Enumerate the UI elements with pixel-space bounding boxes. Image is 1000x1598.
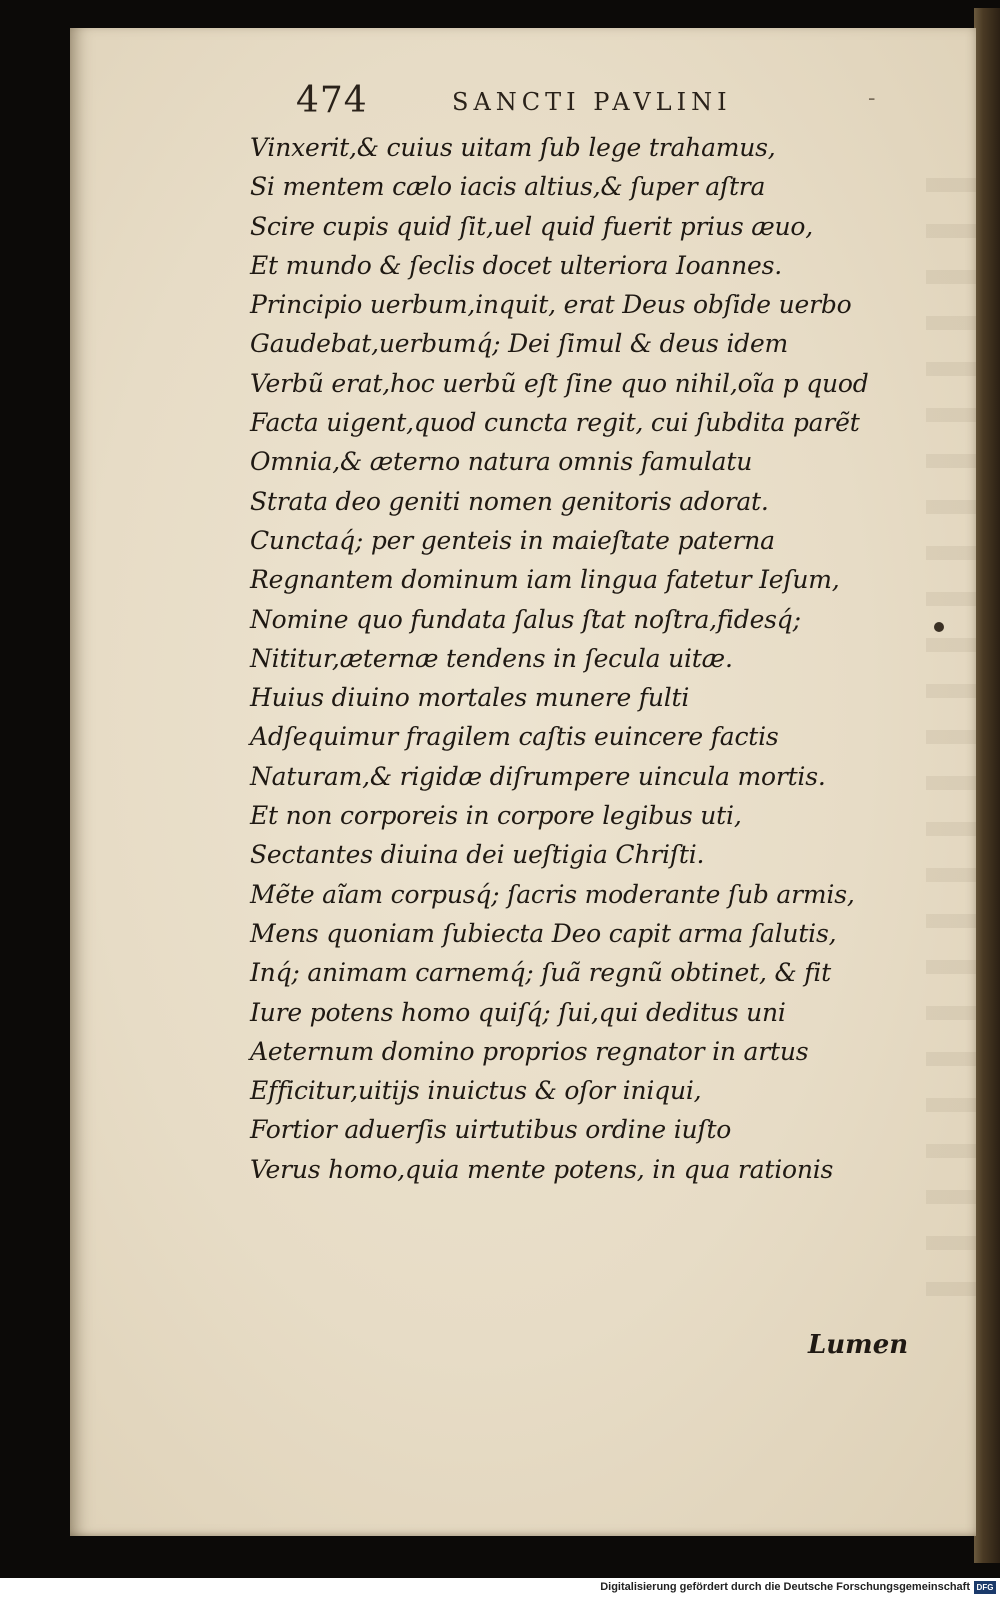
verse-line: Omnia,& æterno natura omnis famulatu <box>250 447 753 477</box>
verse-block <box>250 128 930 1189</box>
verse-line: Efficitur,uitijs inuictus & oſor iniqui, <box>250 1076 702 1106</box>
verse-line: Huius diuino mortales munere fulti <box>250 683 690 713</box>
verse-line: Et non corporeis in corpore legibus uti, <box>250 801 742 831</box>
page-header <box>296 80 896 124</box>
digitization-footer <box>0 1578 1000 1598</box>
verse-line: Cunctaq́; per genteis in maieſtate paterna <box>250 525 775 555</box>
verse-line: Strata deo geniti nomen genitoris adorat. <box>250 486 769 516</box>
verse-line: Sectantes diuina dei ueſtigia Chriſti. <box>250 840 705 870</box>
catchword: Lumen <box>808 1330 909 1360</box>
verse-line: Facta uigent,quod cuncta regit, cui ſubdita parẽt <box>250 408 860 438</box>
verse-line: Nomine quo fundata ſalus ſtat noſtra,fidesq́; <box>250 604 801 634</box>
verse-line: Regnantem dominum iam lingua fatetur Ieſum, <box>250 565 840 595</box>
verse-line: Naturam,& rigidæ diſrumpere uincula mortis. <box>250 761 826 791</box>
verse-line: Principio uerbum,inquit, erat Deus obſide uerbo <box>250 290 852 320</box>
verse-line: Mens quoniam ſubiecta Deo capit arma ſalutis, <box>250 918 837 948</box>
facing-page-show-through <box>926 178 976 1328</box>
page-number: 474 <box>296 80 368 121</box>
verse-line: Scire cupis quid ſit,uel quid fuerit prius æuo, <box>250 211 813 241</box>
verse-line: Nititur,æternæ tendens in ſecula uitæ. <box>250 643 733 673</box>
margin-dot <box>934 622 944 632</box>
book-edge <box>974 8 1000 1563</box>
header-mark: - <box>868 86 876 111</box>
verse-line: Si mentem cælo iacis altius,& ſuper aſtra <box>250 172 766 202</box>
dfg-logo: DFG <box>974 1581 996 1594</box>
verse-line: Inq́; animam carnemq́; ſuã regnũ obtinet, & fit <box>250 958 831 988</box>
verse-line: Verus homo,quia mente potens, in qua rationis <box>250 1154 834 1184</box>
verse-line: Mẽte aĩam corpusq́; ſacris moderante ſub armis, <box>250 879 855 909</box>
running-head: SANCTI PAVLINI <box>452 88 732 116</box>
verse-line: Gaudebat,uerbumq́; Dei ſimul & deus idem <box>250 329 789 359</box>
verse-line: Vinxerit,& cuius uitam ſub lege trahamus, <box>250 133 776 162</box>
verse-line: Aeternum domino proprios regnator in artus <box>250 1036 809 1066</box>
verse-line: Iure potens homo quiſq́; ſui,qui deditus uni <box>250 997 786 1027</box>
verse-line: Fortior aduerſis uirtutibus ordine iuſto <box>250 1115 732 1145</box>
verse-line: Et mundo & ſeclis docet ulteriora Ioannes. <box>250 250 782 280</box>
footer-credit: Digitalisierung gefördert durch die Deutsche Forschungsgemeinschaft <box>600 1581 970 1593</box>
verse-line: Verbũ erat,hoc uerbũ eſt ſine quo nihil,oĩa p quod <box>250 368 869 398</box>
verse-line: Adſequimur fragilem caſtis euincere factis <box>250 722 779 752</box>
